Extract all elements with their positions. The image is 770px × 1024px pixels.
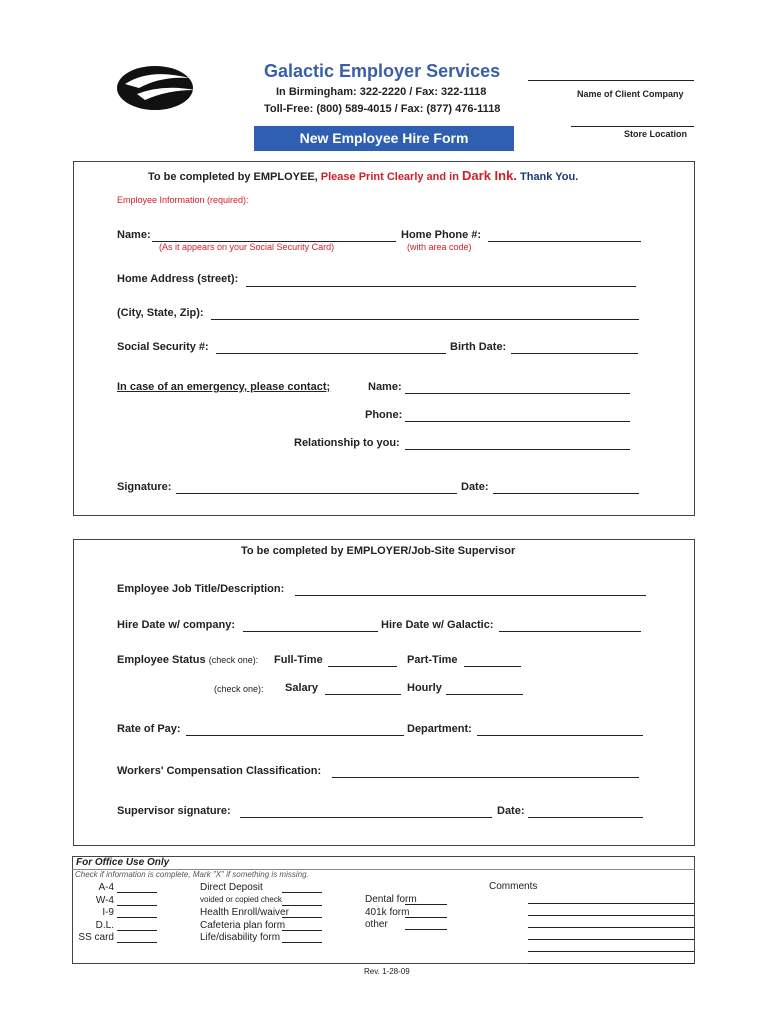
comments-label: Comments bbox=[489, 881, 538, 892]
name-label: Name: bbox=[117, 229, 151, 241]
comment-line[interactable] bbox=[528, 939, 694, 940]
employee-intro bbox=[148, 168, 578, 183]
job-title-field[interactable] bbox=[295, 595, 646, 596]
employee-section bbox=[73, 161, 695, 516]
city-label: (City, State, Zip): bbox=[117, 307, 204, 319]
supervisor-signature-label: Supervisor signature: bbox=[117, 805, 231, 817]
office-check-line[interactable] bbox=[282, 942, 322, 943]
emergency-phone-field[interactable] bbox=[405, 421, 630, 422]
full-time-label: Full-Time bbox=[274, 654, 323, 666]
signature-date-label: Date: bbox=[461, 481, 489, 493]
city-field[interactable] bbox=[211, 319, 639, 320]
birth-date-label: Birth Date: bbox=[450, 341, 507, 353]
office-item-label: Cafeteria plan form bbox=[200, 919, 286, 931]
office-item-label: Health Enroll/waiver bbox=[200, 907, 289, 918]
office-check-line[interactable] bbox=[117, 892, 157, 893]
company-logo bbox=[115, 64, 199, 112]
emergency-relationship-field[interactable] bbox=[405, 449, 630, 450]
supervisor-date-label: Date: bbox=[497, 805, 525, 817]
signature-date-field[interactable] bbox=[493, 493, 639, 494]
hire-date-galactic-label: Hire Date w/ Galactic: bbox=[381, 619, 494, 631]
rate-of-pay-field[interactable] bbox=[186, 735, 404, 736]
office-item-label: Dental form bbox=[365, 894, 417, 905]
home-address-field[interactable] bbox=[246, 286, 636, 287]
office-item-label: SS card bbox=[78, 932, 114, 943]
comment-line[interactable] bbox=[528, 903, 694, 904]
office-check-line[interactable] bbox=[117, 942, 157, 943]
office-item-label: I-9 bbox=[102, 907, 114, 918]
form-title: New Employee Hire Form bbox=[299, 130, 469, 146]
department-field[interactable] bbox=[477, 735, 643, 736]
emergency-phone-label: Phone: bbox=[365, 409, 403, 421]
employee-intro-a: To be completed by EMPLOYEE, bbox=[148, 171, 318, 183]
hourly-field[interactable] bbox=[446, 694, 523, 695]
comment-line[interactable] bbox=[528, 915, 694, 916]
office-item-label: W-4 bbox=[95, 894, 114, 906]
office-check-line[interactable] bbox=[117, 930, 157, 931]
job-title-label: Employee Job Title/Description: bbox=[117, 583, 285, 595]
office-check-line[interactable] bbox=[117, 917, 157, 918]
form-title-banner bbox=[254, 126, 514, 151]
logo-icon bbox=[115, 64, 199, 112]
employee-info-required: Employee Information (required): bbox=[117, 195, 249, 205]
workers-comp-field[interactable] bbox=[332, 777, 639, 778]
check-one-hint-2: (check one): bbox=[214, 684, 264, 694]
hire-date-company-field[interactable] bbox=[243, 631, 378, 632]
employee-intro-c: Dark Ink. bbox=[462, 168, 517, 183]
emergency-relationship-label: Relationship to you: bbox=[294, 437, 400, 449]
part-time-field[interactable] bbox=[464, 666, 521, 667]
ssn-label: Social Security #: bbox=[117, 341, 209, 353]
employee-status-text: Employee Status bbox=[117, 654, 206, 666]
office-check-line[interactable] bbox=[117, 905, 157, 906]
employee-intro-b: Please Print Clearly and in bbox=[320, 171, 459, 183]
emergency-name-label: Name: bbox=[368, 381, 402, 393]
ssn-field[interactable] bbox=[216, 353, 446, 354]
supervisor-signature-field[interactable] bbox=[240, 817, 492, 818]
signature-label: Signature: bbox=[117, 481, 172, 493]
employee-status-label bbox=[117, 654, 258, 666]
employer-heading: To be completed by EMPLOYER/Job-Site Supervisor bbox=[241, 545, 516, 557]
office-check-line[interactable] bbox=[405, 904, 447, 905]
check-one-hint: (check one): bbox=[208, 655, 259, 665]
company-tollfree: Toll-Free: (800) 589-4015 / Fax: (877) 476-1118 bbox=[264, 103, 501, 115]
office-item-label: other bbox=[365, 919, 388, 930]
home-phone-label: Home Phone #: bbox=[401, 229, 482, 241]
salary-field[interactable] bbox=[325, 694, 401, 695]
part-time-label: Part-Time bbox=[407, 654, 458, 666]
home-address-label: Home Address (street): bbox=[117, 273, 239, 285]
salary-label: Salary bbox=[285, 682, 319, 694]
workers-comp-label: Workers' Compensation Classification: bbox=[117, 765, 322, 777]
office-item-label: Life/disability form bbox=[200, 932, 281, 943]
comment-line[interactable] bbox=[528, 927, 694, 928]
company-name: Galactic Employer Services bbox=[264, 61, 501, 81]
office-check-line[interactable] bbox=[282, 930, 322, 931]
hire-date-galactic-field[interactable] bbox=[499, 631, 641, 632]
office-check-line[interactable] bbox=[282, 905, 322, 906]
emergency-heading: In case of an emergency, please contact; bbox=[117, 381, 331, 393]
phone-hint: (with area code) bbox=[407, 242, 472, 252]
name-hint: (As it appears on your Social Security Card) bbox=[159, 242, 335, 252]
hourly-label: Hourly bbox=[407, 682, 442, 694]
home-phone-field[interactable] bbox=[488, 241, 641, 242]
office-check-line[interactable] bbox=[405, 917, 447, 918]
employee-intro-d: Thank You. bbox=[520, 171, 579, 183]
office-check-line[interactable] bbox=[282, 892, 322, 893]
revision-label: Rev. 1-28-09 bbox=[364, 967, 410, 976]
office-item-label: 401k form bbox=[365, 906, 410, 918]
office-check-line[interactable] bbox=[405, 929, 447, 930]
full-time-field[interactable] bbox=[328, 666, 397, 667]
rate-of-pay-label: Rate of Pay: bbox=[117, 723, 181, 735]
office-check-line[interactable] bbox=[282, 917, 322, 918]
supervisor-date-field[interactable] bbox=[528, 817, 643, 818]
office-use-heading: For Office Use Only bbox=[76, 857, 170, 868]
department-label: Department: bbox=[407, 723, 472, 735]
office-item-label: Direct Deposit bbox=[200, 882, 263, 893]
office-item-label: D.L. bbox=[95, 919, 114, 931]
company-address: In Birmingham: 322-2220 / Fax: 322-1118 bbox=[276, 86, 487, 98]
office-item-label: voided or copied check bbox=[200, 894, 282, 904]
comment-line[interactable] bbox=[528, 951, 694, 952]
client-company-line[interactable] bbox=[528, 80, 694, 81]
client-company-label: Name of Client Company bbox=[577, 89, 684, 99]
comment-line[interactable] bbox=[528, 963, 694, 964]
signature-field[interactable] bbox=[176, 493, 457, 494]
hire-date-company-label: Hire Date w/ company: bbox=[117, 619, 235, 631]
office-item-label: A-4 bbox=[98, 882, 114, 893]
store-location-line[interactable] bbox=[571, 126, 694, 127]
office-note: Check if information is complete, Mark "X" if something is missing. bbox=[75, 870, 309, 879]
birth-date-field[interactable] bbox=[511, 353, 638, 354]
emergency-name-field[interactable] bbox=[405, 393, 630, 394]
store-location-label: Store Location bbox=[624, 129, 688, 139]
